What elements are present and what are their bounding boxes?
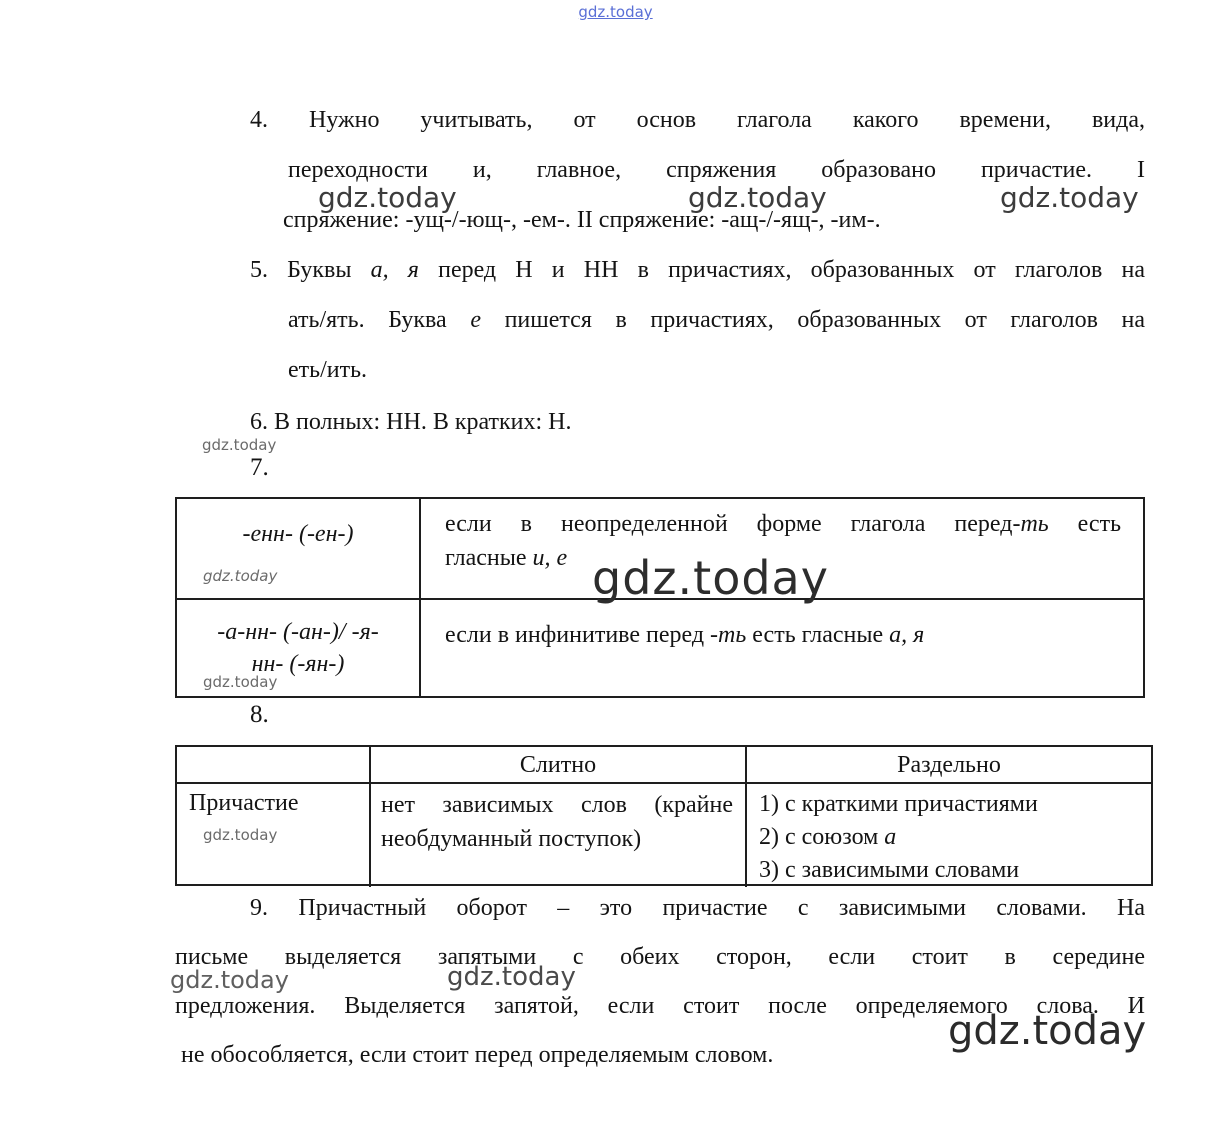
rule-text-italic: и, е — [532, 545, 568, 571]
rule-text: 2) с союзом — [759, 824, 879, 850]
suffix-label: -а-нн- (-ан-)/ -я- — [217, 619, 379, 645]
section-number-7: 7. — [250, 454, 269, 481]
watermark-gdz-today: gdz.today — [447, 962, 576, 992]
paragraph-6-line-1 — [175, 400, 1145, 444]
paragraph-5-line-2 — [175, 295, 1145, 345]
rule-text: если в неопределенной форме глагола перед — [445, 511, 1013, 537]
table1-cell-suffix-enn — [177, 499, 421, 600]
watermark-gdz-today: gdz.today — [170, 966, 289, 994]
paragraph-5-line-1 — [175, 245, 1145, 295]
watermark-gdz-today: gdz.today — [203, 673, 278, 691]
watermark-gdz-today: gdz.today — [1000, 181, 1139, 214]
item-text: предложения. Выделяется запятой, если стоит после определяемого слова. И — [175, 993, 1145, 1019]
watermark-gdz-today: gdz.today — [202, 436, 277, 454]
rule-text: есть гласные — [752, 622, 884, 648]
table2-header-razdelno: Раздельно — [747, 747, 1151, 784]
rule-text: есть — [1077, 511, 1122, 537]
paragraph-4-line-1 — [175, 95, 1145, 145]
rule-text-line: 3) с зависимыми словами — [759, 857, 1020, 883]
item-text: Буквы — [287, 257, 352, 283]
item-text: перед Н и НН в причастиях, образованных от глаголов на — [438, 257, 1145, 283]
top-site-link[interactable]: gdz.today — [578, 3, 653, 21]
item-text: еть/ить. — [288, 357, 368, 383]
rule-text-line — [445, 507, 1121, 541]
section-number-8: 8. — [250, 701, 269, 728]
watermark-gdz-today: gdz.today — [203, 826, 278, 844]
item-text: Нужно учитывать, от основ глагола какого времени, вида, — [309, 107, 1146, 133]
rule-text: если в инфинитиве перед — [445, 622, 705, 648]
item-text: ать/ять. Буква — [288, 307, 447, 333]
item-text: пишется в причастиях, образованных от глаголов на — [504, 307, 1146, 333]
rule-text-italic: -ть — [1012, 511, 1049, 537]
suffix-label: нн- (-ян-) — [251, 651, 345, 677]
rule-text-line: необдуманный поступок) — [381, 826, 642, 852]
table1-cell-suffix-ann — [177, 600, 421, 696]
item-number: 5. — [250, 257, 268, 283]
row-label: Причастие — [189, 790, 299, 816]
item-text: не обособляется, если стоит перед определяемым словом. — [181, 1042, 774, 1068]
table2-header-empty — [177, 747, 371, 784]
item-text: Причастный оборот – это причастие с зависимыми словами. На — [298, 895, 1146, 921]
paragraph-4 — [175, 95, 1145, 245]
spelling-table — [175, 745, 1153, 886]
rule-text-line — [759, 821, 1145, 854]
item-number: 9. — [250, 895, 268, 921]
paragraph-9-line-1 — [175, 884, 1145, 933]
watermark-gdz-today: gdz.today — [318, 181, 457, 214]
paragraph-5-line-3 — [175, 345, 1145, 395]
table2-cell-prichastie — [177, 784, 371, 887]
watermark-gdz-today: gdz.today — [688, 181, 827, 214]
item-number: 6. — [250, 409, 268, 435]
item-number: 4. — [250, 107, 268, 133]
rule-text-line: 1) с краткими причастиями — [759, 791, 1038, 817]
item-text: переходности и, главное, спряжения образовано причастие. I — [288, 157, 1145, 183]
watermark-gdz-today-large: gdz.today — [592, 551, 829, 605]
item-text: письме выделяется запятыми с обеих сторон, если стоит в середине — [175, 944, 1145, 970]
table1-cell-rule-ann — [421, 600, 1143, 696]
rule-text-line: нет зависимых слов (крайне — [381, 792, 733, 818]
table2-cell-razdelno-rule — [747, 784, 1151, 887]
rule-text: гласные — [445, 545, 527, 571]
rule-text-italic: а — [884, 824, 897, 850]
rule-text-italic: -ть — [710, 622, 747, 648]
item-text-italic: а, я — [370, 257, 419, 283]
item-text-italic: е — [470, 307, 481, 333]
paragraph-9-line-2 — [175, 933, 1145, 982]
item-text: спряжение: -ущ-/-ющ-, -ем-. II спряжение: -ащ-/-ящ-, -им-. — [283, 207, 881, 233]
item-text: В полных: НН. В кратких: Н. — [274, 409, 572, 435]
table2-cell-slitno-rule — [371, 784, 747, 887]
paragraph-5 — [175, 245, 1145, 395]
watermark-gdz-today-large: gdz.today — [948, 1008, 1147, 1054]
table2-header-slitno: Слитно — [371, 747, 747, 784]
watermark-gdz-today: gdz.today — [203, 567, 278, 585]
suffix-label: -енн- (-ен-) — [242, 521, 354, 547]
rule-text-italic: а, я — [889, 622, 925, 648]
paragraph-6 — [175, 400, 1145, 444]
